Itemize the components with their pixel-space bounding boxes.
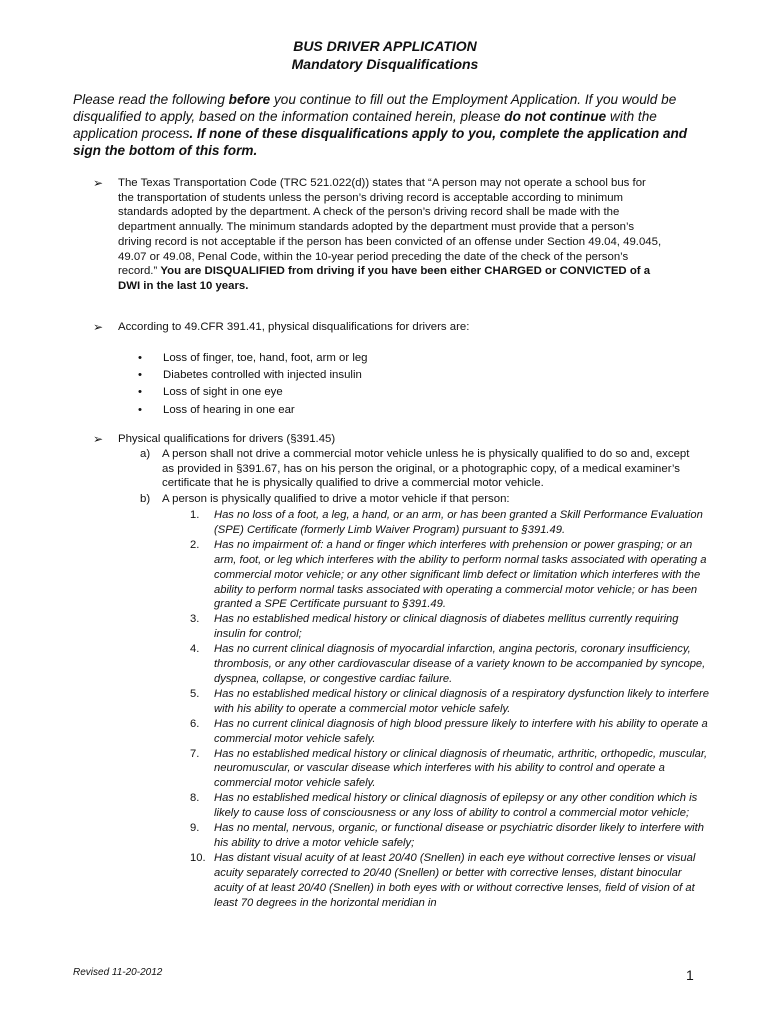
- subsection-a-label: a): [140, 448, 151, 460]
- arrow-bullet-icon: ➢: [93, 176, 104, 190]
- item-text: Has no current clinical diagnosis of myocardial infarction, angina pectoris, coronary insufficiency, thrombosis, or any other cardiovascular disease of a variety known to be accompanied by syncope, dyspnea, collapse, or congestive cardiac failure.: [214, 643, 706, 685]
- page-title: BUS DRIVER APPLICATION: [293, 38, 477, 54]
- section-physical-qualifications: Physical qualifications for drivers (§391.45): [118, 433, 336, 445]
- item-text: Has no established medical history or clinical diagnosis of rheumatic, arthritic, orthopedic, muscular, neuromuscular, or vascular disease which interferes with his ability to control and operate a commercial motor vehicle safely.: [214, 747, 708, 790]
- arrow-bullet-icon: ➢: [93, 320, 104, 334]
- list-item: [190, 821, 710, 851]
- section-physical-disqualifications: According to 49.CFR 391.41, physical disqualifications for drivers are:: [118, 321, 470, 333]
- intro-bold-before: before: [228, 92, 271, 107]
- item-text: Has no current clinical diagnosis of high blood pressure likely to interfere with his ability to operate a commercial motor vehicle safely.: [214, 717, 708, 745]
- intro-text-2: you continue to fill out the Employment Application. If you would be disqualified to apply, based on the information contained herein, please: [73, 92, 677, 124]
- item-text: Has distant visual acuity of at least 20/40 (Snellen) in each eye without corrective lenses or visual acuity separately corrected to 20/40 (Snellen) or better with corrective lenses, distant binocular acuity of at least 20/40 (Snellen) in both eyes with or without corrective lenses, field of vision of at least 70 degrees in the horizontal meridian in: [214, 851, 696, 909]
- item-number: 1.: [190, 509, 200, 521]
- list-item: [190, 687, 710, 717]
- item-text: Has no mental, nervous, organic, or functional disease or psychiatric disorder likely to interfere with his ability to drive a motor vehicle safely;: [214, 822, 704, 849]
- subsection-b: [140, 492, 700, 507]
- item-number: 10.: [190, 851, 206, 864]
- item-text: Has no impairment of: a hand or finger which interferes with prehension or power grasping; or an arm, foot, or leg which interferes with the ability to perform normal tasks associated with operating a commercial motor vehicle; or any other significant limb defect or limitation which interferes with the ability to perform normal tasks associated with operating a commercial motor vehicle; or has been granted a SPE Certificate pursuant to §391.49.: [214, 538, 707, 611]
- item-number: 5.: [190, 687, 200, 700]
- list-item: • Loss of hearing in one ear: [138, 402, 368, 419]
- item-number: 4.: [190, 643, 200, 656]
- intro-bold-instructions: . If none of these disqualifications apply to you, complete the application and sign the bottom of this form.: [73, 126, 688, 158]
- subsection-a-text: A person shall not drive a commercial motor vehicle unless he is physically qualified to do so and, except as provided in §391.67, has on his person the original, or a photographic copy, of a medical examiner’s certificate that he is physically qualified to drive a commercial motor vehicle.: [162, 448, 690, 490]
- item-number: 3.: [190, 613, 200, 626]
- page-number: 1: [686, 967, 694, 983]
- subsection-b-text: A person is physically qualified to drive a motor vehicle if that person:: [162, 493, 510, 505]
- item-text: Has no loss of a foot, a leg, a hand, or an arm, or has been granted a Skill Performance Evaluation (SPE) Certificate (formerly Limb Waiver Program) pursuant to §391.49.: [214, 509, 703, 536]
- item-text: Has no established medical history or clinical diagnosis of diabetes mellitus currently requiring insulin for control;: [214, 613, 679, 641]
- revision-date: Revised 11-20-2012: [73, 967, 163, 978]
- item-text: Has no established medical history or clinical diagnosis of epilepsy or any other condition which is likely to cause loss of consciousness or any loss of ability to control a commercial motor vehicle;: [214, 792, 698, 820]
- item-number: 2.: [190, 538, 200, 551]
- disqualification-list: [138, 350, 368, 419]
- section-texas-transportation-code: [118, 176, 663, 294]
- intro-text-1: Please read the following: [73, 92, 229, 107]
- list-item: [190, 717, 710, 747]
- page-subtitle: Mandatory Disqualifications: [291, 56, 479, 72]
- intro-text-3: with the application process: [73, 109, 657, 141]
- subsection-a: [140, 447, 700, 491]
- list-item: • Diabetes controlled with injected insulin: [138, 367, 368, 384]
- list-item: [190, 851, 710, 911]
- subsection-b-label: b): [140, 493, 151, 505]
- arrow-bullet-icon: ➢: [93, 432, 104, 446]
- item-number: 8.: [190, 792, 200, 805]
- list-item: [190, 791, 710, 821]
- list-item: [190, 538, 710, 613]
- intro-paragraph: [73, 91, 703, 159]
- item-text: Has no established medical history or clinical diagnosis of a respiratory dysfunction likely to interfere with his ability to operate a commercial motor vehicle safely.: [214, 687, 709, 715]
- section1-text: The Texas Transportation Code (TRC 521.022(d)) states that “A person may not operate a school bus for the transportation of students unless the person’s driving record is acceptable according to minimum standards adopted by the department. A check of the person’s driving record shall be made with the department annually. The minimum standards adopted by the department must provide that a person’s driving record is not acceptable if the person has been convicted of an offense under Section 49.04, 49.045, 49.07 or 49.08, Penal Code, within the 10-year period preceding the date of the check of the person’s record.”: [118, 177, 662, 278]
- list-item: • Loss of sight in one eye: [138, 384, 368, 401]
- section1-disqualified-notice: You are DISQUALIFIED from driving if you have been either CHARGED or CONVICTED of a DWI in the last 10 years.: [118, 265, 651, 292]
- item-number: 6.: [190, 717, 200, 730]
- list-item: [190, 612, 710, 642]
- intro-bold-do-not-continue: do not continue: [504, 109, 607, 124]
- item-number: 7.: [190, 747, 200, 760]
- list-item: [190, 642, 710, 687]
- list-item: [190, 747, 710, 792]
- list-item: [190, 508, 710, 538]
- qualification-items: [190, 508, 710, 910]
- item-number: 9.: [190, 822, 200, 835]
- list-item: • Loss of finger, toe, hand, foot, arm or leg: [138, 350, 368, 367]
